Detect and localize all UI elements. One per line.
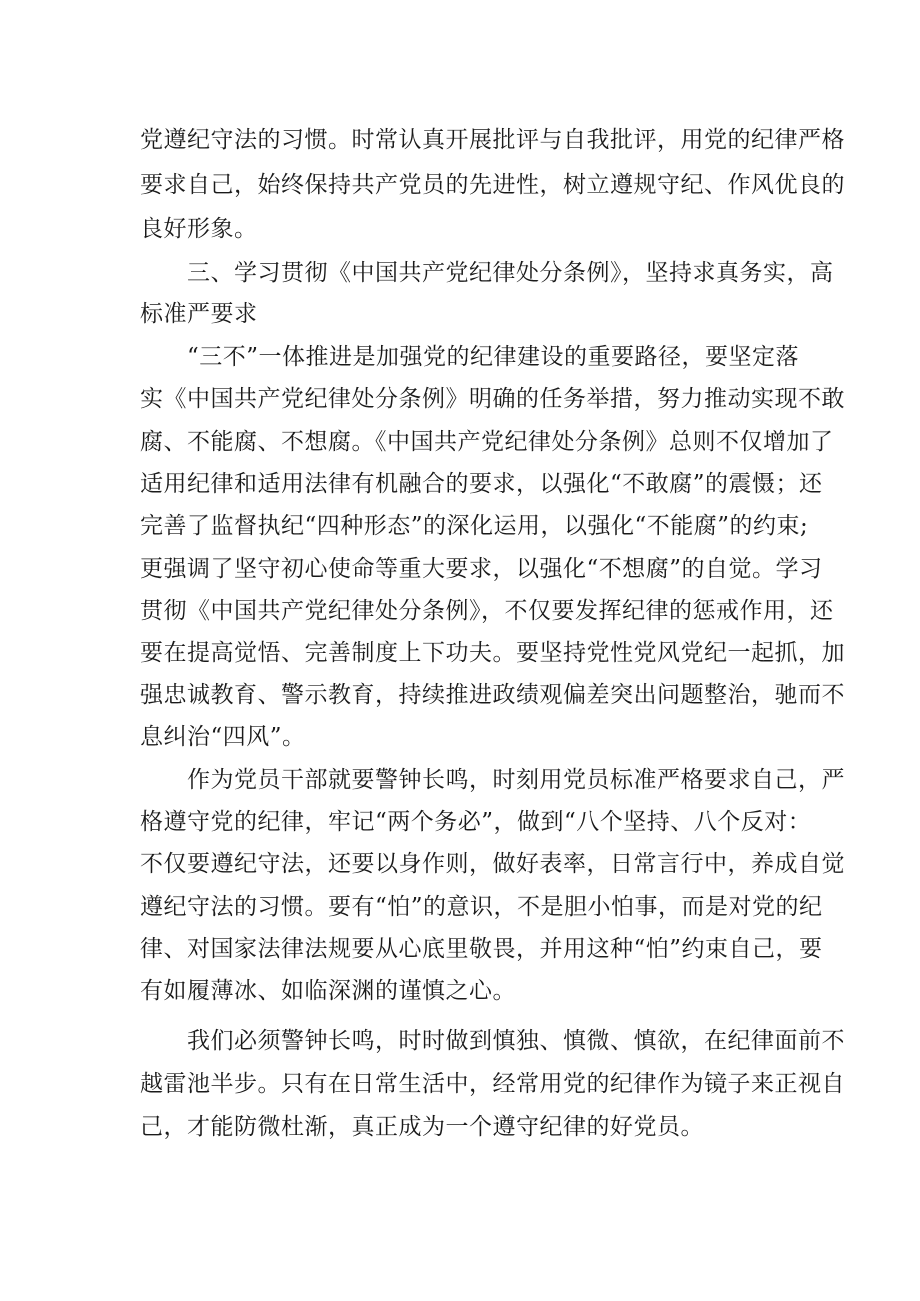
paragraph-line: 要求自己，始终保持共产党员的先进性，树立遵规守纪、作风优良的 (140, 172, 845, 198)
paragraph-line: 强忠诚教育、警示教育，持续推进政绩观偏差突出问题整治，驰而不 (140, 682, 845, 708)
paragraph-line: 不仅要遵纪守法，还要以身作则，做好表率，日常言行中，养成自觉 (140, 851, 845, 877)
paragraph-line: 息纠治“四风”。 (140, 724, 306, 750)
paragraph-line: 遵纪守法的习惯。要有“怕”的意识，不是胆小怕事，而是对党的纪 (140, 894, 823, 920)
paragraph-line: 越雷池半步。只有在日常生活中，经常用党的纪律作为镜子来正视自 (140, 1071, 845, 1097)
paragraph-line: 更强调了坚守初心使命等重大要求，以强化“不想腐”的自觉。学习 (140, 556, 823, 582)
paragraph-line: 我们必须警钟长鸣，时时做到慎独、慎微、慎欲，在纪律面前不 (187, 1028, 845, 1054)
paragraph-line: 格遵守党的纪律，牢记“两个务必”，做到“八个坚持、八个反对： (140, 809, 812, 835)
paragraph-line: 良好形象。 (140, 216, 258, 242)
section-heading-line: 标准严要求 (140, 301, 258, 327)
paragraph-line: 有如履薄冰、如临深渊的谨慎之心。 (140, 978, 516, 1004)
section-heading-line: 三、学习贯彻《中国共产党纪律处分条例》，坚持求真务实，高 (187, 260, 834, 286)
paragraph-line: 腐、不能腐、不想腐。《中国共产党纪律处分条例》总则不仅增加了 (140, 429, 834, 455)
paragraph-line: 适用纪律和适用法律有机融合的要求，以强化“不敢腐”的震慑；还 (140, 471, 823, 497)
paragraph-line: 完善了监督执纪“四种形态”的深化运用，以强化“不能腐”的约束; (140, 513, 809, 539)
paragraph-line: 己，才能防微杜渐，真正成为一个遵守纪律的好党员。 (140, 1114, 704, 1140)
paragraph-line: 实《中国共产党纪律处分条例》明确的任务举措，努力推动实现不敢 (140, 386, 845, 412)
paragraph-line: 贯彻《中国共产党纪律处分条例》，不仅要发挥纪律的惩戒作用，还 (140, 598, 834, 624)
paragraph-line: 要在提高觉悟、完善制度上下功夫。要坚持党性党风党纪一起抓，加 (140, 640, 845, 666)
paragraph-line: “三不”一体推进是加强党的纪律建设的重要路径，要坚定落 (187, 344, 800, 370)
paragraph-line: 律、对国家法律法规要从心底里敬畏，并用这种“怕”约束自己，要 (140, 936, 823, 962)
paragraph-line: 党遵纪守法的习惯。时常认真开展批评与自我批评，用党的纪律严格 (140, 127, 845, 153)
paragraph-line: 作为党员干部就要警钟长鸣，时刻用党员标准严格要求自己，严 (187, 767, 845, 793)
